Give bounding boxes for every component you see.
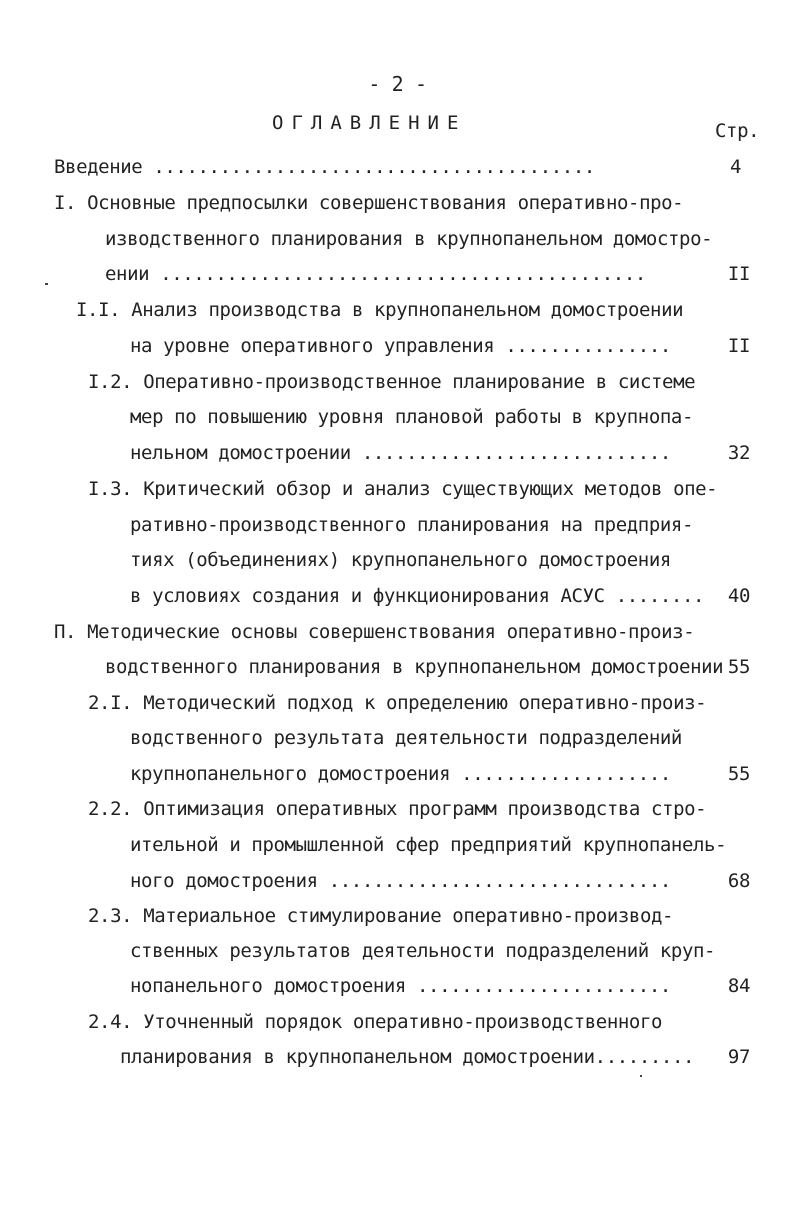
toc-entry-line: водственного планирования в крупнопанельном домостроении (105, 656, 724, 678)
toc-entry-line: нопанельного домостроения ....................... (130, 975, 671, 997)
toc-entry-page: 55 (727, 656, 750, 678)
toc-entry-line: на уровне оперативного управления ............... (130, 335, 671, 357)
toc-entry-line: Введение ........................................ (54, 156, 595, 178)
toc-entry-page: 32 (727, 442, 750, 464)
toc-entry-line: I. Основные предпосылки совершенствования оперативно-про- (54, 192, 684, 214)
toc-entry-line: 2.I. Методический подход к определению оперативно-произ- (88, 692, 707, 714)
toc-entry-line: планирования в крупнопанельном домостроении......... (120, 1046, 695, 1068)
toc-entry-line: ительной и промышленной сфер предприятий крупнопанель- (130, 834, 727, 856)
toc-entry-page: II (727, 263, 750, 285)
toc-entry-line: I.2. Оперативно-производственное планирование в системе (88, 371, 696, 393)
toc-entry-line: I.I. Анализ производства в крупнопанельном домостроении (76, 299, 684, 321)
toc-entry-line: 2.3. Материальное стимулирование оперативно-производ- (88, 905, 674, 927)
page-number: - 2 - (368, 72, 427, 96)
toc-entry-line: нельном домостроении ............................ (130, 442, 671, 464)
toc-entry-line: ственных результатов деятельности подразделений круп- (130, 940, 716, 962)
toc-title: ОГЛАВЛЕНИЕ (272, 112, 467, 134)
toc-entry-line: П. Методические основы совершенствования оперативно-произ- (54, 621, 695, 643)
toc-entry-line: крупнопанельного домостроения ................... (130, 763, 671, 785)
toc-entry-line: 2.4. Уточненный порядок оперативно-производственного (88, 1011, 663, 1033)
toc-entry-line: ративно-производственного планирования на предприя- (130, 514, 693, 536)
toc-entry-line: ного домостроения ............................... (130, 870, 671, 892)
toc-entry-line: тиях (объединениях) крупнопанельного домостроения (130, 549, 671, 571)
toc-entry-line: изводственного планирования в крупнопанельном домостро- (105, 228, 713, 250)
scan-speck (45, 283, 48, 285)
toc-entry-page: II (727, 335, 750, 357)
toc-entry-line: 2.2. Оптимизация оперативных программ производства стро- (88, 798, 707, 820)
toc-entry-page: 55 (727, 763, 750, 785)
toc-entry-page: 4 (729, 156, 741, 178)
scan-speck (640, 1075, 642, 1077)
toc-entry-line: водственного результата деятельности подразделений (130, 727, 682, 749)
toc-entry-line: в условиях создания и функционирования АСУС ........ (130, 585, 705, 607)
toc-entry-page: 40 (727, 585, 750, 607)
toc-entry-line: I.3. Критический обзор и анализ существующих методов опе- (88, 478, 718, 500)
toc-entry-page: 97 (727, 1046, 750, 1068)
toc-entry-line: ении ............................................ (105, 263, 646, 285)
toc-entry-page: 84 (727, 975, 750, 997)
toc-entry-line: мер по повышению уровня плановой работы в крупнопа- (130, 406, 693, 428)
page-column-header: Стр. (715, 120, 760, 142)
toc-entry-page: 68 (727, 870, 750, 892)
